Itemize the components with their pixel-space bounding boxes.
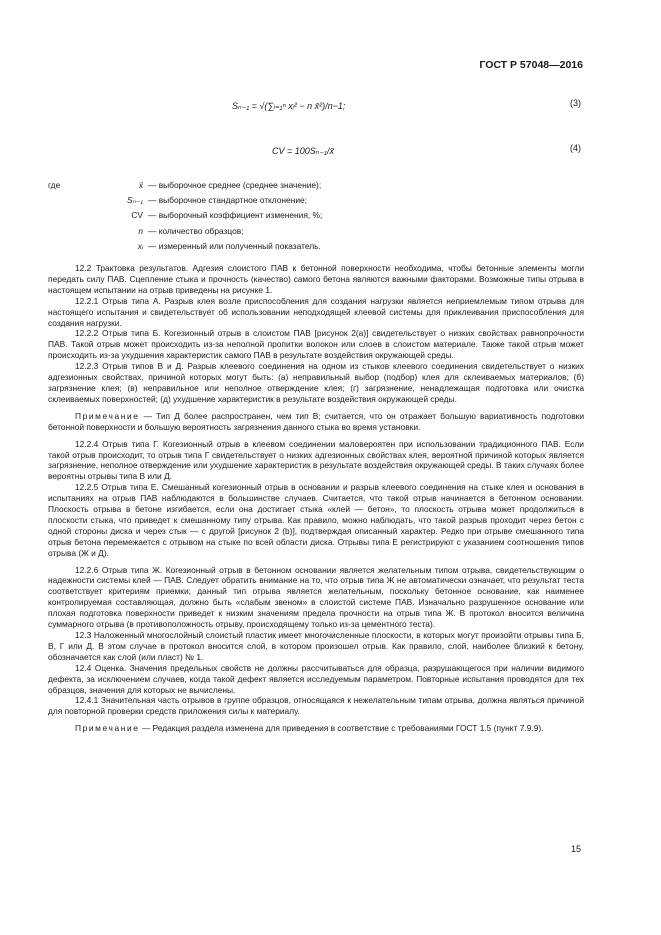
definition-text: — выборочное стандартное отклонение; (148, 195, 307, 206)
paragraph-12-2: 12.2 Трактовка результатов. Адгезия слоистого ПАВ к бетонной поверхности необходима, чтобы бетонные элементы могли передать силу ПАВ. Сцепление стыка и прочность (качество) самого бетона являются важными факторами. Возможные типы отрыва в настоящем испытании на отрыв приведены на рисунке 1. (48, 263, 584, 295)
definitions-list (48, 180, 568, 256)
definition-text: — выборочное среднее (среднее значение); (148, 180, 322, 190)
paragraph-12-2-1: 12.2.1 Отрыв типа А. Разрыв клея возле приспособления для создания нагрузки является неприемлемым типом отрыва для настоящего испытания и свидетельствует об использовании неподходящей клеевой системы для приклеивания приспособления для создания нагрузки. (48, 295, 584, 328)
definition-text: — количество образцов; (148, 225, 244, 236)
definition-symbol: CV (131, 210, 143, 221)
definition-row (48, 241, 568, 256)
page-number: 15 (570, 844, 581, 855)
definition-text: — выборочный коэффициент изменения, %; (148, 210, 323, 221)
note-text: — Тип Д более распространен, чем тип В; считается, что он отражает большую вариативность подготовки бетонной поверхности и большую вероятность загрязнения данного стыка во время установки. (48, 410, 585, 432)
note-2 (48, 723, 584, 734)
formula-std-deviation: Sₙ₋₁ = √(∑ᵢ₌₁ⁿ xᵢ² − n x̄²)/n−1; (232, 101, 346, 111)
definition-symbol: x̄ (138, 180, 143, 190)
body-text (48, 263, 584, 734)
definition-row (48, 195, 568, 210)
definition-text: — измеренный или полученный показатель. (148, 240, 321, 251)
paragraph-12-2-3: 12.2.3 Отрыв типов В и Д. Разрыв клеевого соединения на одном из стыков клеевого соединения свидетельствует о низких адгезионных свойствах, причиной которых могут быть: (а) неправильный выбор (подбор) клея для склеиваемых материалов; (б) загрязнение клея; (в) неправильное или неполное отверждение клея; (г) загрязнение, ненадлежащая подготовка или очистка склеиваемых поверхностей; (д) ухудшение характеристик в результате воздействия окружающей среды. (48, 361, 584, 404)
definitions-lead: где (48, 180, 61, 190)
definition-symbol: xᵢ (137, 240, 143, 251)
note-label: Примечание (75, 410, 140, 421)
definition-row (48, 180, 568, 195)
definition-row (48, 210, 568, 225)
formula-number: (4) (570, 143, 581, 153)
paragraph-12-3: 12.3 Наложенный многослойный слоистый пластик имеет многочисленные плоскости, в которых могут произойти отрывы типа Б, В, Г или Д. В этом случае в протокол вносится слой, в котором произошел отрыв. Как правило, слой, наиболее близкий к бетону, обозначается как слой (или пласт) № 1. (48, 630, 584, 662)
formula-number: (3) (570, 98, 581, 108)
note-text: — Редакция раздела изменена для приведения в соответствие с требованиями ГОСТ 1.5 (пункт 7.9.9). (141, 723, 544, 734)
paragraph-12-4-1: 12.4.1 Значительная часть отрывов в группе образцов, относящаяся к нежелательным типам отрыва, должна являться причиной для повторной проверки средств приложения силы к материалу. (48, 695, 584, 717)
paragraph-12-2-5: 12.2.5 Отрыв типа Е. Смешанный когезионный отрыв в основании и разрыв клеевого соединения на стыке клея и основания в испытаниях на отрыв ПАВ наблюдаются в большинстве случаев. Считается, что такой отрыв начинается в бетонном основании. Плоскость отрыва в бетоне изгибается, если она достигает стыка «клей — бетон», то плоскость отрыва может продолжиться в плоскости стыка, что приведет к смешанному типу отрыва. Как правило, можно наблюдать, что такой разрыв проходит через бетон с одной стороны диска и через стык — с другой [рисунок 2 (b)], подтверждая описанный характер. Редко при отрыве смешанного типа отрыв бетона перемежается с отрывом на стыке по всей области диска. Отрывы типа Е регистрируют с указанием соотношения типов отрыва (Ж и Д). (48, 482, 584, 558)
definition-symbol: n (138, 225, 143, 236)
document-id: ГОСТ Р 57048—2016 (479, 59, 583, 71)
formula-cv: CV = 100Sₙ₋₁/x̄ (272, 146, 334, 156)
note-1 (48, 411, 584, 433)
paragraph-12-2-2: 12.2.2 Отрыв типа Б. Когезионный отрыв в слоистом ПАВ [рисунок 2(а)] свидетельствует о низких свойствах равнопрочности ПАВ. Такой отрыв может происходить из-за неполной пропитки волокон или слоев в слоистом материале. Также такой отрыв может происходить из-за ухудшения характеристик самого ПАВ в результате воздействия окружающей среды. (48, 328, 584, 361)
paragraph-12-2-6: 12.2.6 Отрыв типа Ж. Когезионный отрыв в бетонном основании является желательным типом отрыва, свидетельствующим о надежности системы клей — ПАВ. Следует обратить внимание на то, что отрыв типа Ж не автоматически означает, что результат теста соответствует критериям приемки; данный тип отрыва является желательным, поскольку бетонное основание, как наименее контролируемая составляющая, должно быть «слабым звеном» в слоистой системе ПАВ. Изначально разрушенное основание или плохая подготовка поверхности приведет к низким значениям предела прочности на отрыв типа Ж. В протокол вносится величина суммарного отрыва (в противоположность отрыву, происходящему только из-за цементного теста). (48, 564, 584, 630)
definition-row (48, 226, 568, 241)
definition-symbol: Sₙ₋₁ (127, 195, 143, 206)
paragraph-12-2-4: 12.2.4 Отрыв типа Г. Когезионный отрыв в клеевом соединении маловероятен при использовании традиционного ПАВ. Если такой отрыв происходит, то отрыв типа Г свидетельствует о низких адгезионных свойствах клея, вероятной причиной которых является загрязнение, неполное отверждение или ухудшение характеристик в результате воздействия окружающей среды. В таких случаях более вероятны отрывы типа В или Д. (48, 438, 584, 482)
note-label: Примечание (75, 723, 140, 734)
paragraph-12-4: 12.4 Оценка. Значения предельных свойств не должны рассчитываться для образца, разрушающегося при наличии видимого дефекта, за исключением случаев, когда такой дефект является исследуемым параметром. Повторные испытания проводятся для тех образцов, значения для которых не вычислены. (48, 662, 584, 695)
